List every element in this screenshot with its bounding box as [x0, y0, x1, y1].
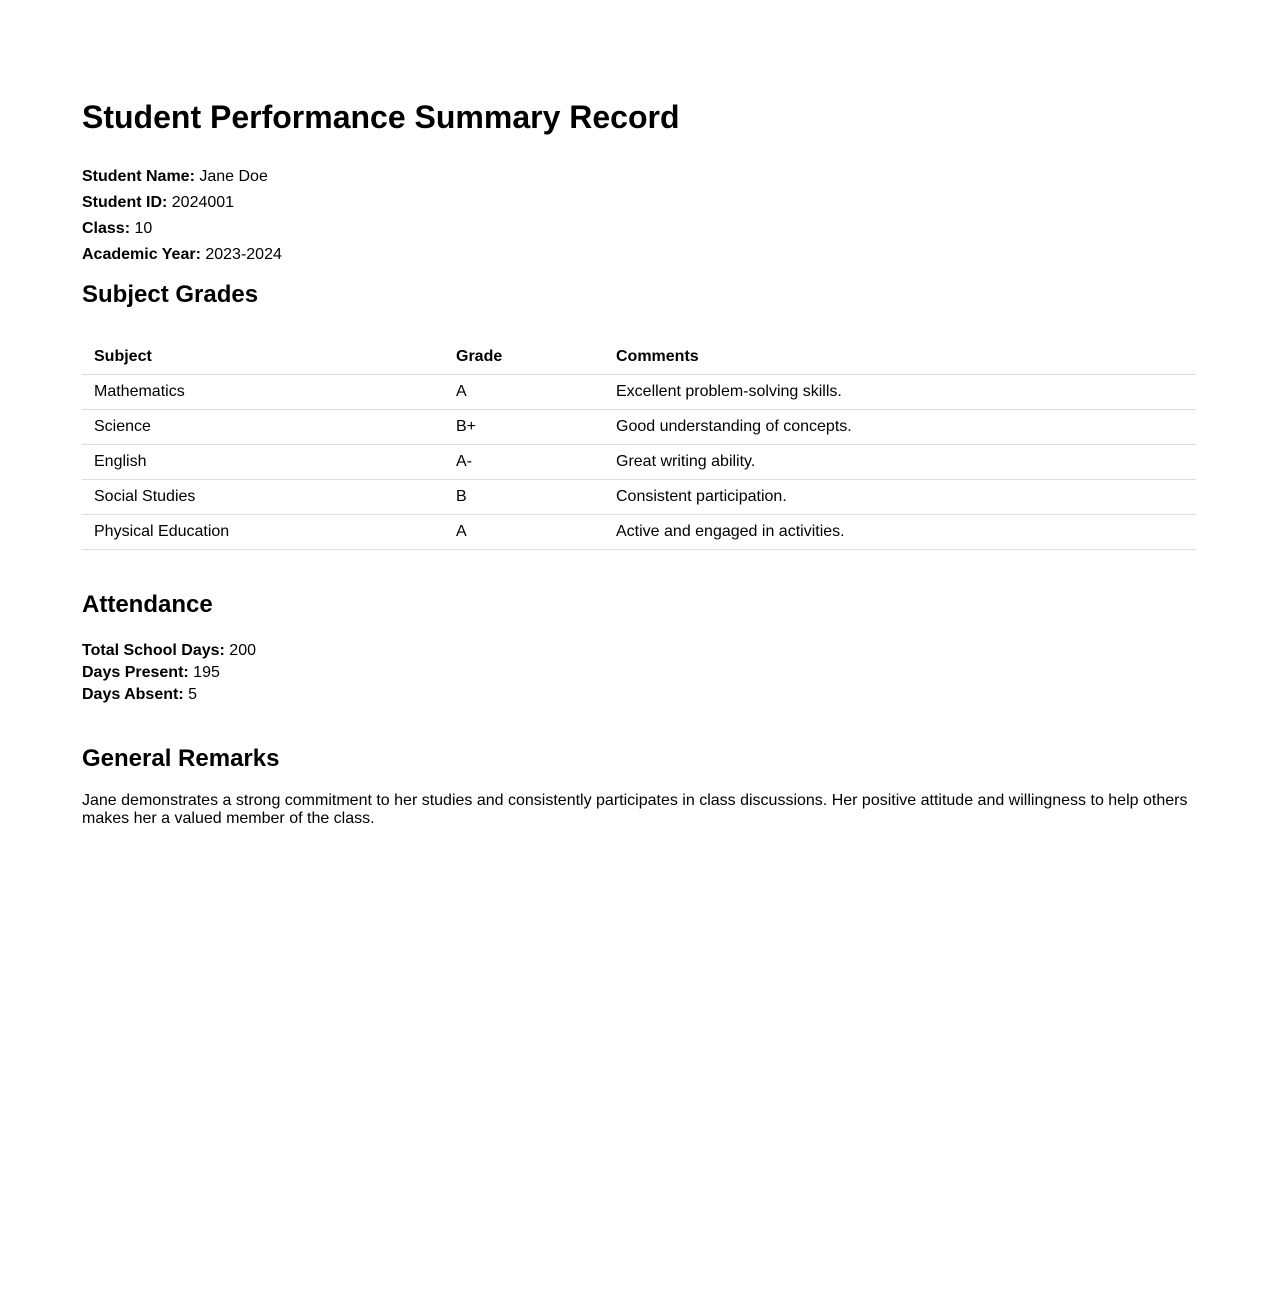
student-name-value: Jane Doe — [199, 168, 268, 185]
page-title: Student Performance Summary Record — [82, 99, 680, 135]
days-present-row — [82, 662, 220, 684]
class-row — [82, 219, 152, 239]
academic-year-row — [82, 245, 282, 265]
comment-cell: Excellent problem-solving skills. — [604, 375, 1196, 410]
table-row — [82, 445, 1196, 480]
class-value: 10 — [134, 220, 153, 237]
general-remarks-heading: General Remarks — [82, 745, 280, 772]
subject-cell: Social Studies — [82, 480, 444, 515]
student-id-row — [82, 193, 234, 213]
academic-year-label: Academic Year: — [82, 246, 201, 263]
table-row — [82, 515, 1196, 550]
class-label: Class: — [82, 220, 131, 237]
grade-cell: A — [444, 375, 604, 410]
total-days-label: Total School Days: — [82, 642, 225, 659]
table-row — [82, 410, 1196, 445]
days-absent-value: 5 — [188, 686, 198, 703]
days-absent-label: Days Absent: — [82, 686, 184, 703]
student-id-label: Student ID: — [82, 194, 168, 211]
total-days-value: 200 — [229, 642, 256, 659]
academic-year-value: 2023-2024 — [205, 246, 282, 263]
student-id-value: 2024001 — [171, 194, 235, 211]
subject-cell: Physical Education — [82, 515, 444, 550]
subject-cell: Science — [82, 410, 444, 445]
days-present-value: 195 — [193, 664, 220, 681]
subject-cell: English — [82, 445, 444, 480]
table-row — [82, 375, 1196, 410]
grades-header-row — [82, 340, 1196, 375]
column-header-comments: Comments — [604, 340, 1196, 375]
table-row — [82, 480, 1196, 515]
grade-cell: A — [444, 515, 604, 550]
comment-cell: Good understanding of concepts. — [604, 410, 1196, 445]
column-header-grade: Grade — [444, 340, 604, 375]
subject-cell: Mathematics — [82, 375, 444, 410]
comment-cell: Active and engaged in activities. — [604, 515, 1196, 550]
grade-cell: B — [444, 480, 604, 515]
grade-cell: A- — [444, 445, 604, 480]
comment-cell: Consistent participation. — [604, 480, 1196, 515]
comment-cell: Great writing ability. — [604, 445, 1196, 480]
column-header-subject: Subject — [82, 340, 444, 375]
general-remarks-text: Jane demonstrates a strong commitment to her studies and consistently participates in class discussions. Her positive attitude and willingness to help others makes her a valued member of the class. — [82, 792, 1188, 827]
grades-table — [82, 340, 1196, 550]
grade-cell: B+ — [444, 410, 604, 445]
attendance-heading: Attendance — [82, 591, 213, 618]
student-name-row — [82, 167, 268, 187]
days-present-label: Days Present: — [82, 664, 189, 681]
subject-grades-heading: Subject Grades — [82, 281, 259, 308]
total-days-row — [82, 640, 256, 662]
days-absent-row — [82, 684, 197, 706]
student-name-label: Student Name: — [82, 168, 195, 185]
